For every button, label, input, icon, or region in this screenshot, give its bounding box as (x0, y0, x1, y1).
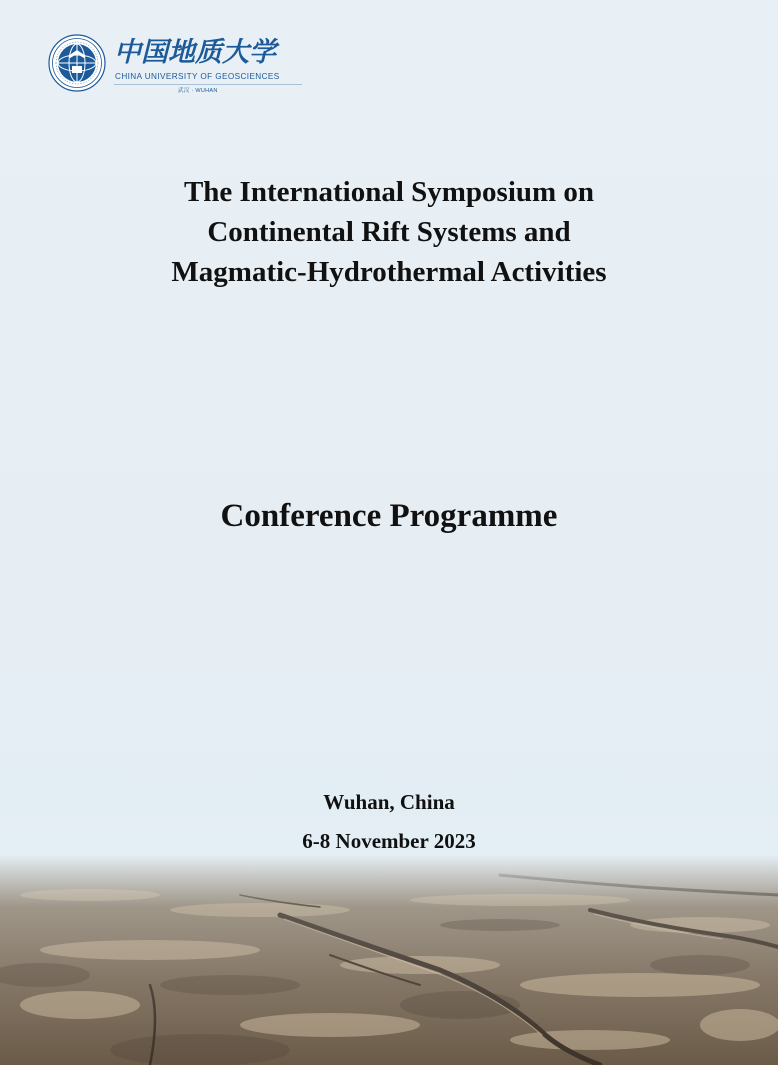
symposium-title (0, 172, 778, 292)
logo-text (114, 36, 310, 94)
university-city: 武汉 · WUHAN (178, 88, 218, 94)
university-name-english: CHINA UNIVERSITY OF GEOSCIENCES (115, 72, 280, 81)
programme-heading: Conference Programme (220, 498, 558, 534)
rift-landscape-image (0, 855, 778, 1065)
university-name-chinese (114, 36, 310, 66)
conference-dates: 6-8 November 2023 (302, 829, 476, 853)
title-line: The International Symposium on (183, 176, 595, 208)
logo-divider (114, 84, 302, 85)
university-logo (48, 34, 310, 96)
svg-text:中国地质大学: 中国地质大学 (114, 37, 276, 66)
conference-location: Wuhan, China (323, 790, 455, 814)
university-seal-icon (48, 34, 106, 92)
title-line: Magmatic-Hydrothermal Activities (171, 256, 607, 288)
title-line: Continental Rift Systems and (207, 216, 571, 248)
